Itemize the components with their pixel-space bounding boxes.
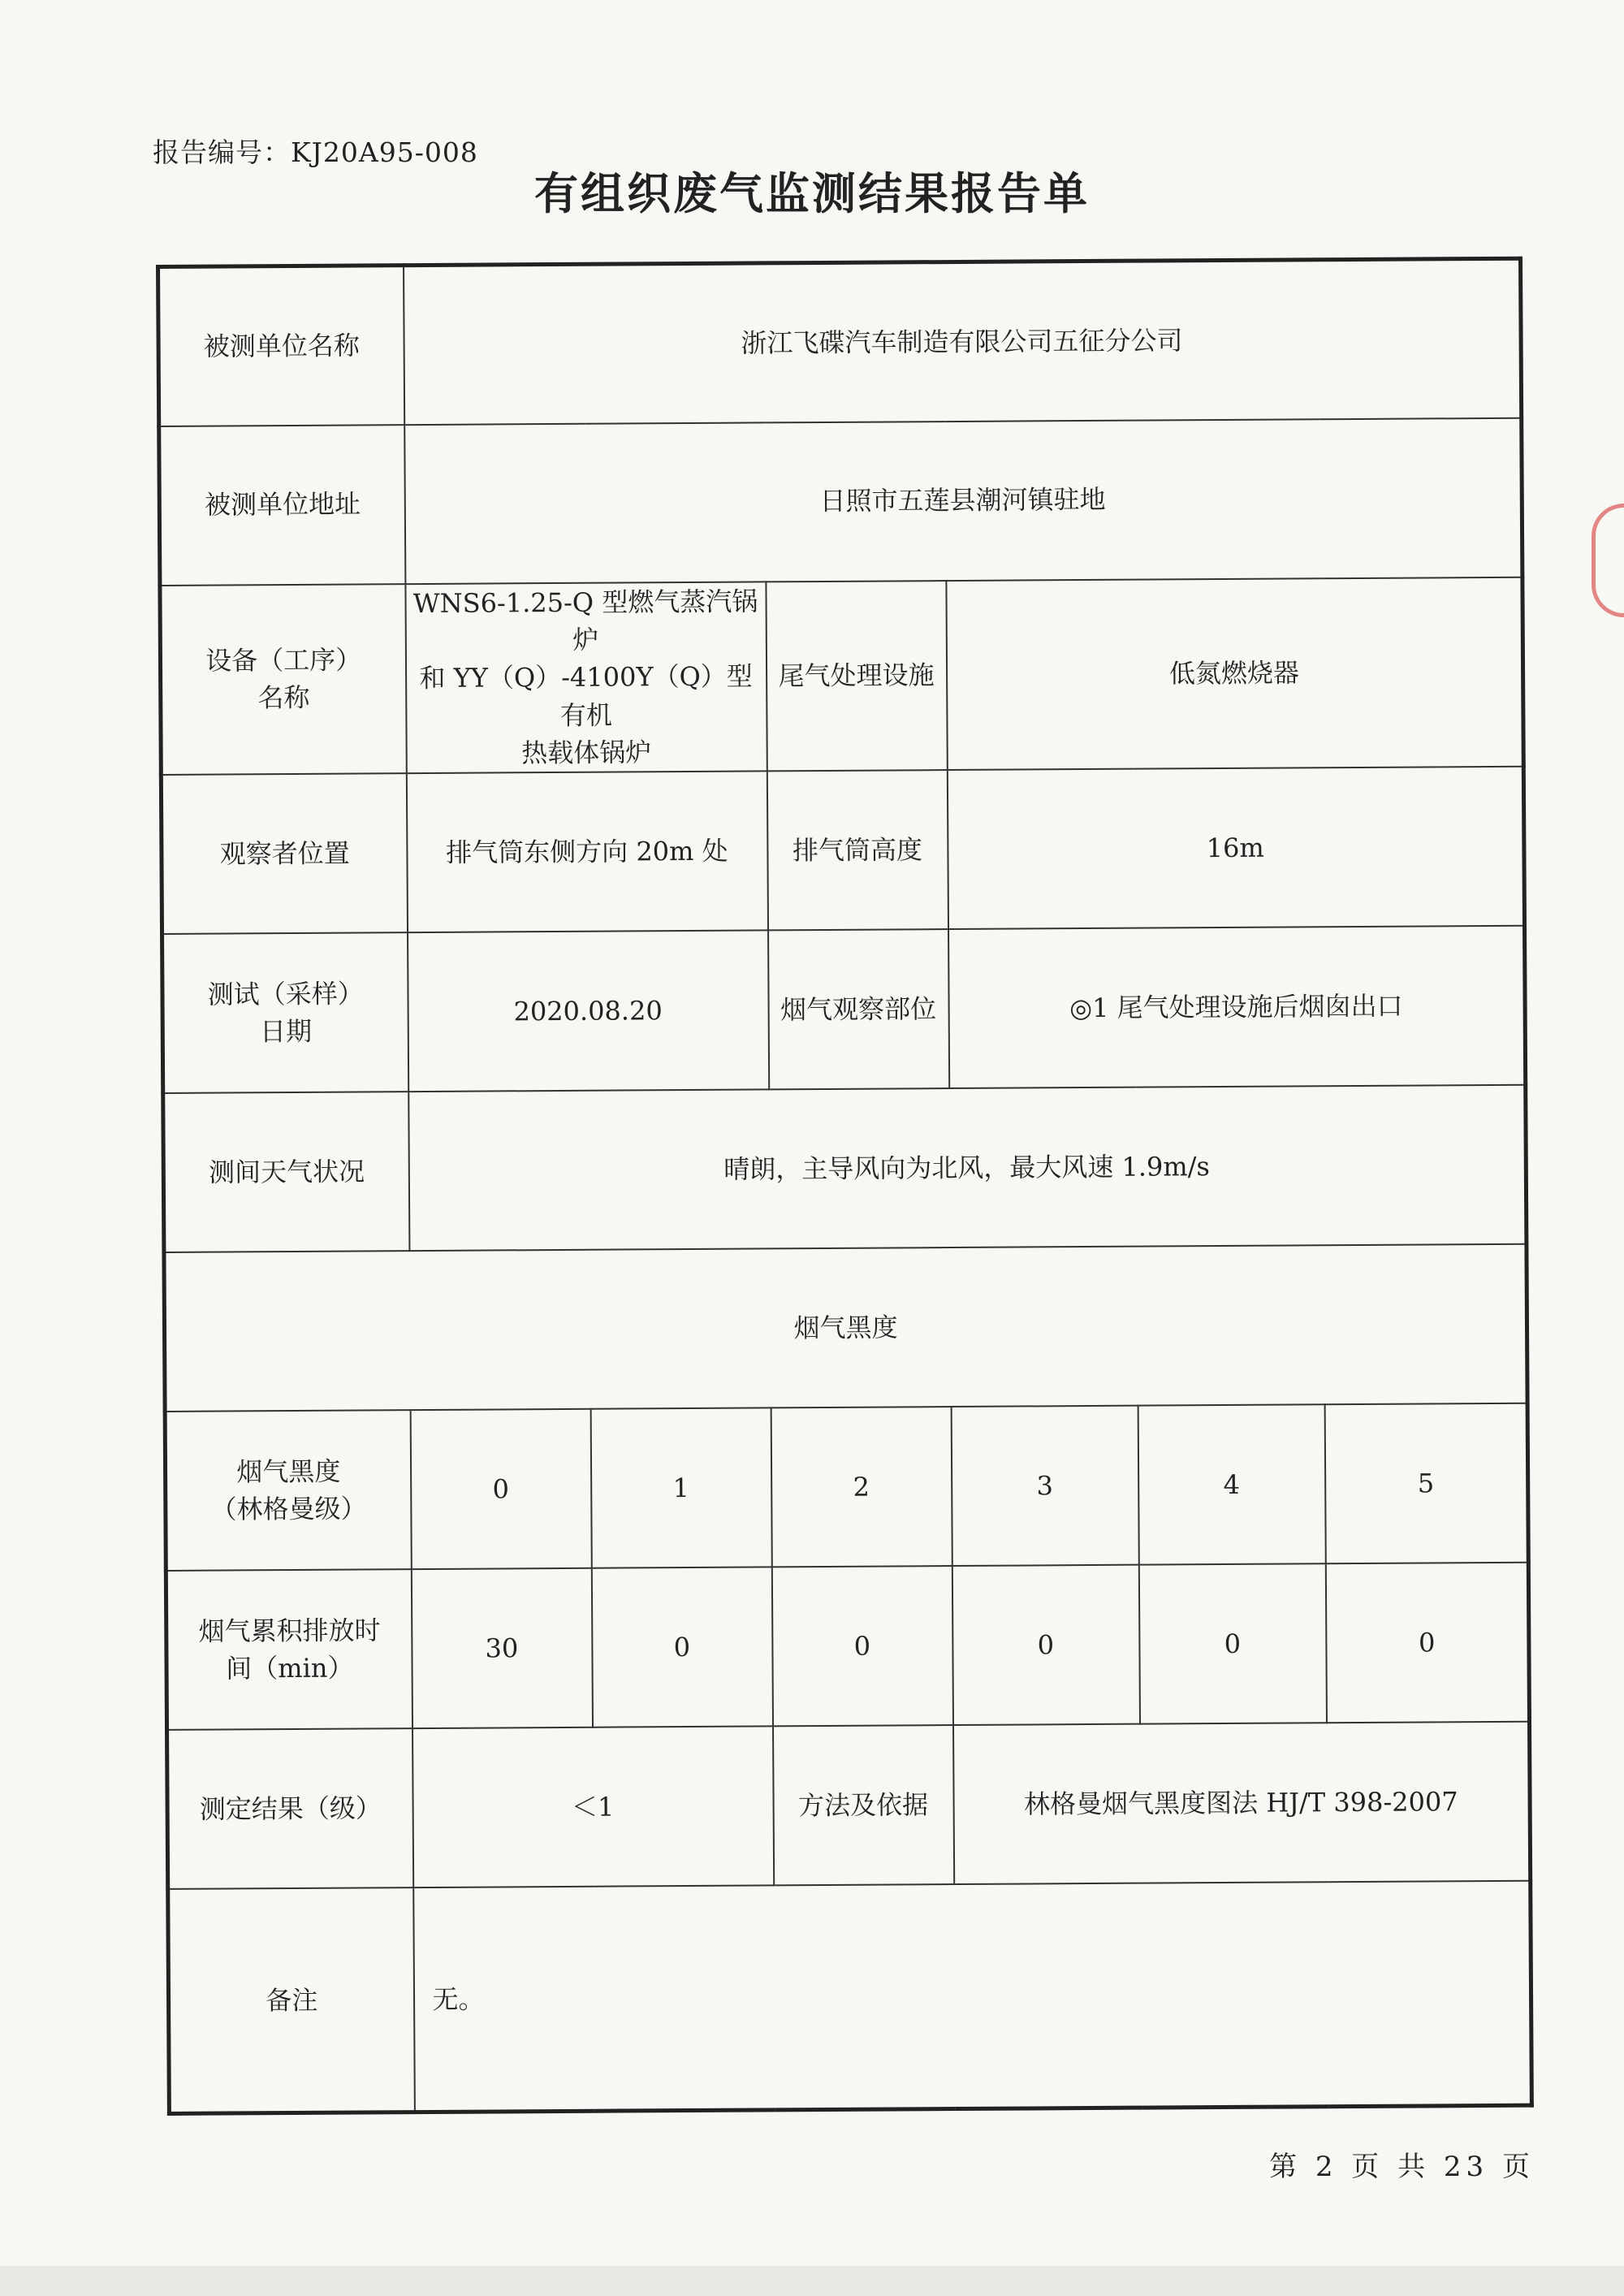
scan-bottom-edge [0,2266,1624,2296]
row-emission-time [166,1563,1529,1730]
test-date-label-line-1: 测试（采样） [207,978,364,1010]
remark-label: 备注 [168,1888,415,2114]
result-label: 测定结果（级） [167,1729,413,1890]
emission-time-cell: 0 [771,1566,952,1726]
observation-position-label: 烟气观察部位 [768,930,949,1090]
row-remark [168,1881,1532,2113]
ringelmann-label-line-1: 烟气黑度 [236,1455,341,1488]
observer-value: 排气筒东侧方向 20m 处 [406,772,767,933]
ringelmann-level-cell: 2 [771,1407,952,1567]
stack-height-label: 排气筒高度 [767,771,948,931]
result-value: ＜1 [412,1727,774,1888]
equipment-value-line-2: 和 YY（Q）-4100Y（Q）型有机 [419,660,753,731]
equipment-label-line-1: 设备（工序） [205,644,362,677]
ringelmann-level-cell: 3 [951,1406,1138,1566]
unit-address-value: 日照市五莲县潮河镇驻地 [404,417,1522,583]
row-unit-name [158,258,1522,426]
test-date-label-line-2: 日期 [259,1016,313,1048]
row-ringelmann-levels [165,1403,1528,1571]
emission-time-label-line-1: 烟气累积排放时 [198,1615,381,1647]
equipment-value [405,582,767,774]
row-test-date [162,926,1526,1093]
emission-time-cell: 0 [952,1565,1139,1725]
test-date-value: 2020.08.20 [408,931,769,1092]
remark-value: 无。 [413,1881,1532,2112]
ringelmann-label [165,1411,411,1572]
ringelmann-level-cell: 1 [590,1408,771,1568]
ringelmann-level-cell: 5 [1324,1403,1528,1564]
unit-address-label: 被测单位地址 [159,425,405,586]
facility-value: 低氮燃烧器 [946,577,1523,770]
unit-name-label: 被测单位名称 [158,266,404,426]
row-section-title [164,1244,1527,1412]
red-seal-stamp-edge [1592,504,1624,617]
emission-time-label-line-2: 间（min） [226,1652,354,1684]
row-weather [163,1085,1527,1252]
report-number: 报告编号：KJ20A95-008 [153,136,478,168]
emission-time-label [166,1570,412,1731]
emission-time-cell: 0 [1325,1563,1529,1723]
observation-position-value: ◎1 尾气处理设施后烟囱出口 [948,926,1526,1088]
smoke-blackness-section-title: 烟气黑度 [164,1244,1527,1412]
observer-label: 观察者位置 [161,774,407,935]
test-date-label [162,933,408,1094]
equipment-label-line-2: 名称 [257,682,310,714]
page-number: 第 2 页 共 23 页 [1269,2151,1535,2183]
row-observer [161,767,1524,934]
report-title: 有组织废气监测结果报告单 [534,168,1090,219]
method-label: 方法及依据 [773,1725,954,1885]
row-result [167,1722,1531,1889]
equipment-value-line-1: WNS6-1.25-Q 型燃气蒸汽锅炉 [412,585,758,655]
emission-time-cell: 0 [1138,1564,1326,1724]
monitoring-form-table [156,257,1534,2116]
ringelmann-label-line-2: （林格曼级） [210,1493,367,1526]
facility-label: 尾气处理设施 [766,581,947,772]
ringelmann-level-cell: 4 [1138,1405,1325,1565]
method-value: 林格曼烟气黑度图法 HJ/T 398-2007 [953,1722,1531,1884]
emission-time-cell: 30 [411,1568,592,1728]
equipment-label [160,584,406,776]
row-unit-address [159,417,1522,585]
unit-name-value: 浙江飞碟汽车制造有限公司五征分公司 [404,258,1522,424]
emission-time-cell: 0 [591,1567,772,1727]
stack-height-value: 16m [947,767,1524,929]
ringelmann-level-cell: 0 [410,1409,591,1569]
weather-value: 晴朗，主导风向为北风，最大风速 1.9m/s [408,1085,1527,1251]
equipment-value-line-3: 热载体锅炉 [521,737,652,769]
row-equipment [160,577,1523,775]
weather-label: 测间天气状况 [163,1092,409,1253]
